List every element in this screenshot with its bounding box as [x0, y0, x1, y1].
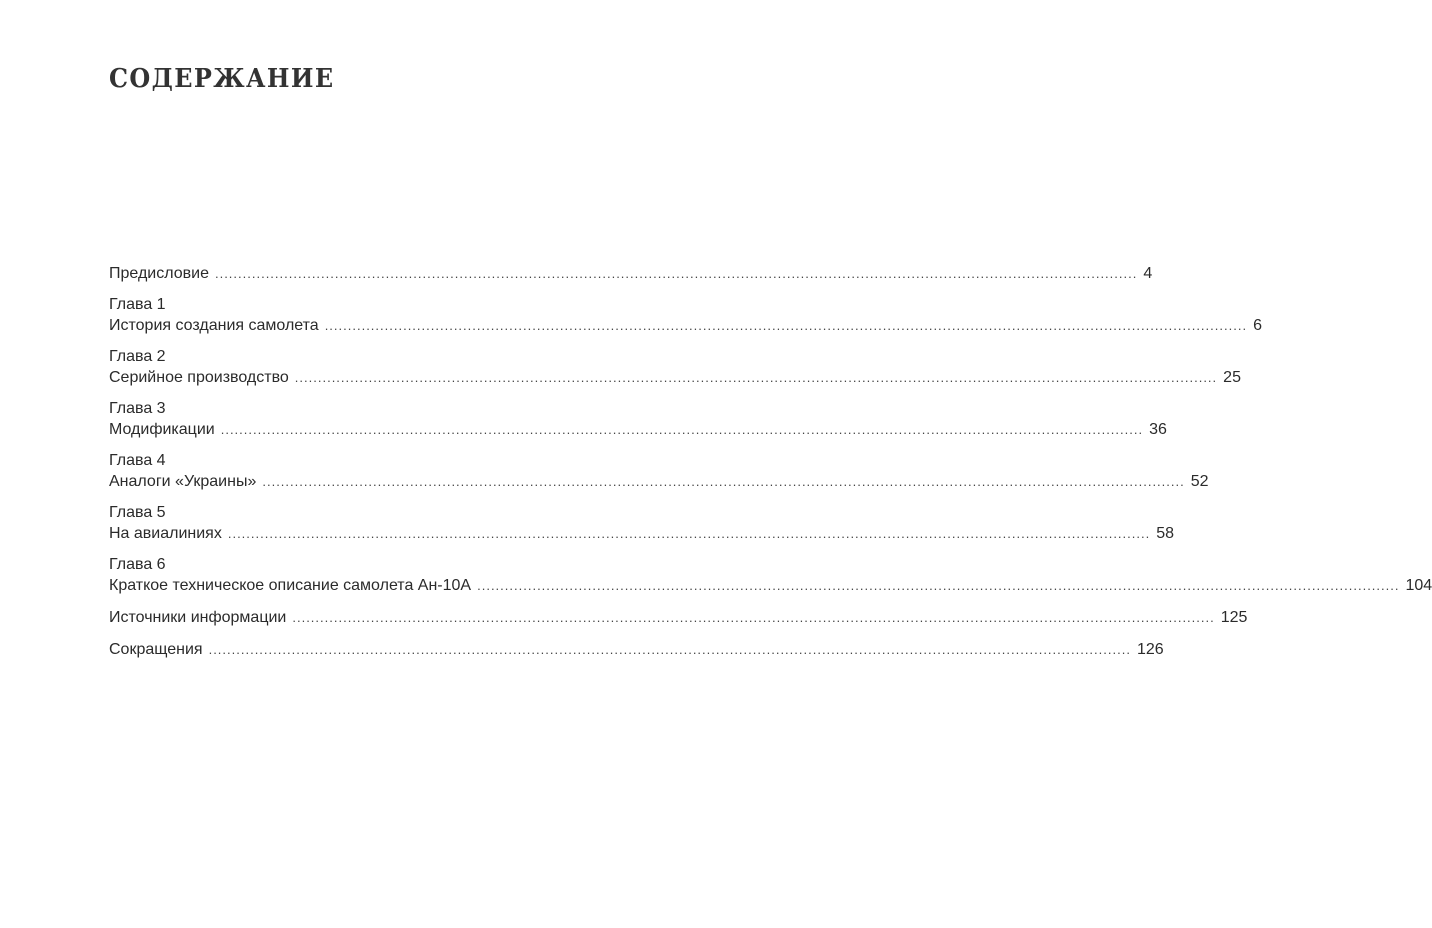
- leader-dots: ........................................................................................................................................................................................................: [294, 370, 1218, 385]
- leader-dots: ........................................................................................................................................................................................................: [477, 578, 1400, 593]
- leader-dots: ........................................................................................................................................................................................................: [292, 610, 1215, 625]
- toc-title: Краткое техническое описание самолета Ан-10А: [109, 577, 472, 594]
- toc-entry-abbreviations: [109, 639, 1164, 660]
- leader-dots: ........................................................................................................................................................................................................: [214, 266, 1138, 281]
- toc-line[interactable]: [109, 367, 1241, 388]
- leader-dots: ........................................................................................................................................................................................................: [208, 642, 1131, 657]
- toc-entry-chapter-3: [109, 399, 1167, 440]
- toc-entry-chapter-4: [109, 451, 1209, 492]
- toc-title: История создания самолета: [109, 317, 319, 334]
- leader-dots: ........................................................................................................................................................................................................: [324, 318, 1248, 333]
- toc-line[interactable]: [109, 471, 1209, 492]
- toc-line[interactable]: [109, 419, 1167, 440]
- toc-title: Источники информации: [109, 609, 287, 626]
- chapter-label: Глава 2: [109, 348, 166, 365]
- chapter-label: Глава 5: [109, 504, 166, 521]
- page-title: СОДЕРЖАНИЕ: [109, 64, 335, 94]
- toc-entry-chapter-2: [109, 347, 1241, 388]
- leader-dots: ........................................................................................................................................................................................................: [227, 526, 1151, 541]
- toc-line[interactable]: [109, 575, 1432, 596]
- toc-page-number: 58: [1156, 525, 1175, 542]
- table-of-contents: [109, 263, 1432, 660]
- toc-line[interactable]: [109, 263, 1153, 284]
- toc-line[interactable]: [109, 315, 1262, 336]
- toc-entry-sources: [109, 607, 1248, 628]
- toc-title: Сокращения: [109, 641, 203, 658]
- toc-page-number: 36: [1149, 421, 1167, 438]
- toc-page-number: 126: [1136, 641, 1164, 658]
- toc-entry-chapter-1: [109, 295, 1262, 336]
- toc-page-number: 104: [1405, 577, 1432, 594]
- chapter-label: Глава 1: [109, 296, 166, 313]
- leader-dots: ........................................................................................................................................................................................................: [220, 422, 1144, 437]
- toc-line[interactable]: [109, 523, 1175, 544]
- toc-line[interactable]: [109, 639, 1164, 660]
- chapter-label: Глава 3: [109, 400, 166, 417]
- toc-page-number: 4: [1143, 265, 1153, 282]
- chapter-label: Глава 6: [109, 556, 166, 573]
- chapter-label: Глава 4: [109, 452, 166, 469]
- toc-entry-chapter-5: [109, 503, 1175, 544]
- toc-page-number: 6: [1253, 317, 1262, 334]
- leader-dots: ........................................................................................................................................................................................................: [262, 474, 1185, 489]
- toc-title: Модификации: [109, 421, 215, 438]
- toc-title: Предисловие: [109, 265, 209, 282]
- toc-entry-preface: [109, 263, 1153, 284]
- toc-page-number: 125: [1220, 609, 1248, 626]
- toc-line[interactable]: [109, 607, 1248, 628]
- toc-title: Серийное производство: [109, 369, 289, 386]
- toc-page-number: 52: [1190, 473, 1209, 490]
- toc-entry-chapter-6: [109, 555, 1432, 596]
- toc-title: На авиалиниях: [109, 525, 222, 542]
- toc-title: Аналоги «Украины»: [109, 473, 257, 490]
- toc-page-number: 25: [1223, 369, 1241, 386]
